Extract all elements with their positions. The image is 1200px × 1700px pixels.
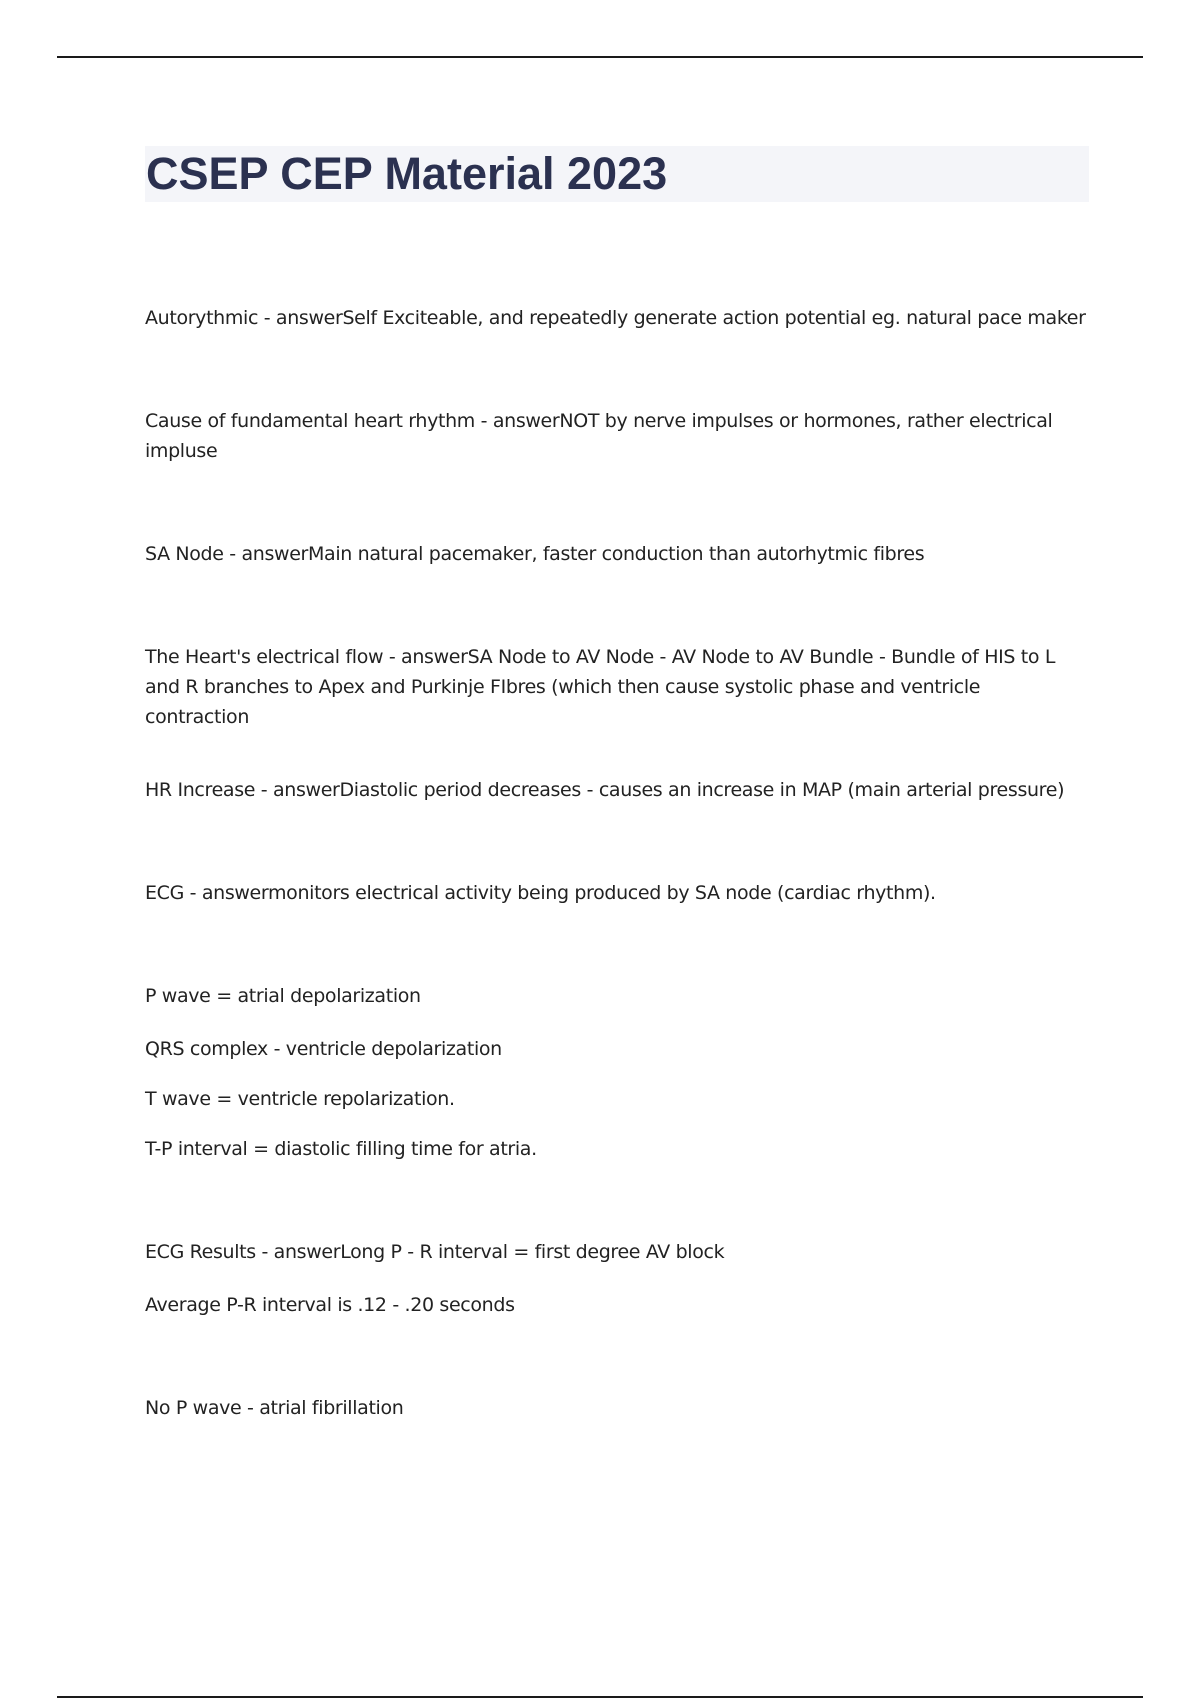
note-sa-node: SA Node - answerMain natural pacemaker, faster conduction than autorhytmic fibres (145, 543, 925, 565)
note-t-wave: T wave = ventricle repolarization. (145, 1088, 455, 1110)
note-ecg-results: ECG Results - answerLong P - R interval = first degree AV block (145, 1241, 725, 1263)
top-rule (57, 56, 1143, 58)
note-autorythmic: Autorythmic - answerSelf Exciteable, and repeatedly generate action potential eg. natural pace maker (145, 307, 1086, 329)
note-ecg: ECG - answermonitors electrical activity being produced by SA node (cardiac rhythm). (145, 882, 936, 904)
note-electrical-flow: The Heart's electrical flow - answerSA Node to AV Node - AV Node to AV Bundle - Bundle of HIS to L and R branches to Apex and Purkinje FIbres (which then cause systolic phase and ventricle contraction (145, 646, 1056, 728)
note-fundamental-heart-rhythm: Cause of fundamental heart rhythm - answerNOT by nerve impulses or hormones, rather electrical impluse (145, 410, 1053, 462)
note-average-pr-interval: Average P-R interval is .12 - .20 seconds (145, 1294, 515, 1316)
document-title: CSEP CEP Material 2023 (146, 148, 668, 199)
note-no-p-wave: No P wave - atrial fibrillation (145, 1397, 404, 1419)
note-qrs-complex: QRS complex - ventricle depolarization (145, 1038, 502, 1060)
note-tp-interval: T-P interval = diastolic filling time for atria. (145, 1138, 537, 1160)
note-p-wave: P wave = atrial depolarization (145, 985, 421, 1007)
note-hr-increase: HR Increase - answerDiastolic period decreases - causes an increase in MAP (main arterial pressure) (145, 779, 1065, 801)
bottom-rule (57, 1696, 1143, 1698)
